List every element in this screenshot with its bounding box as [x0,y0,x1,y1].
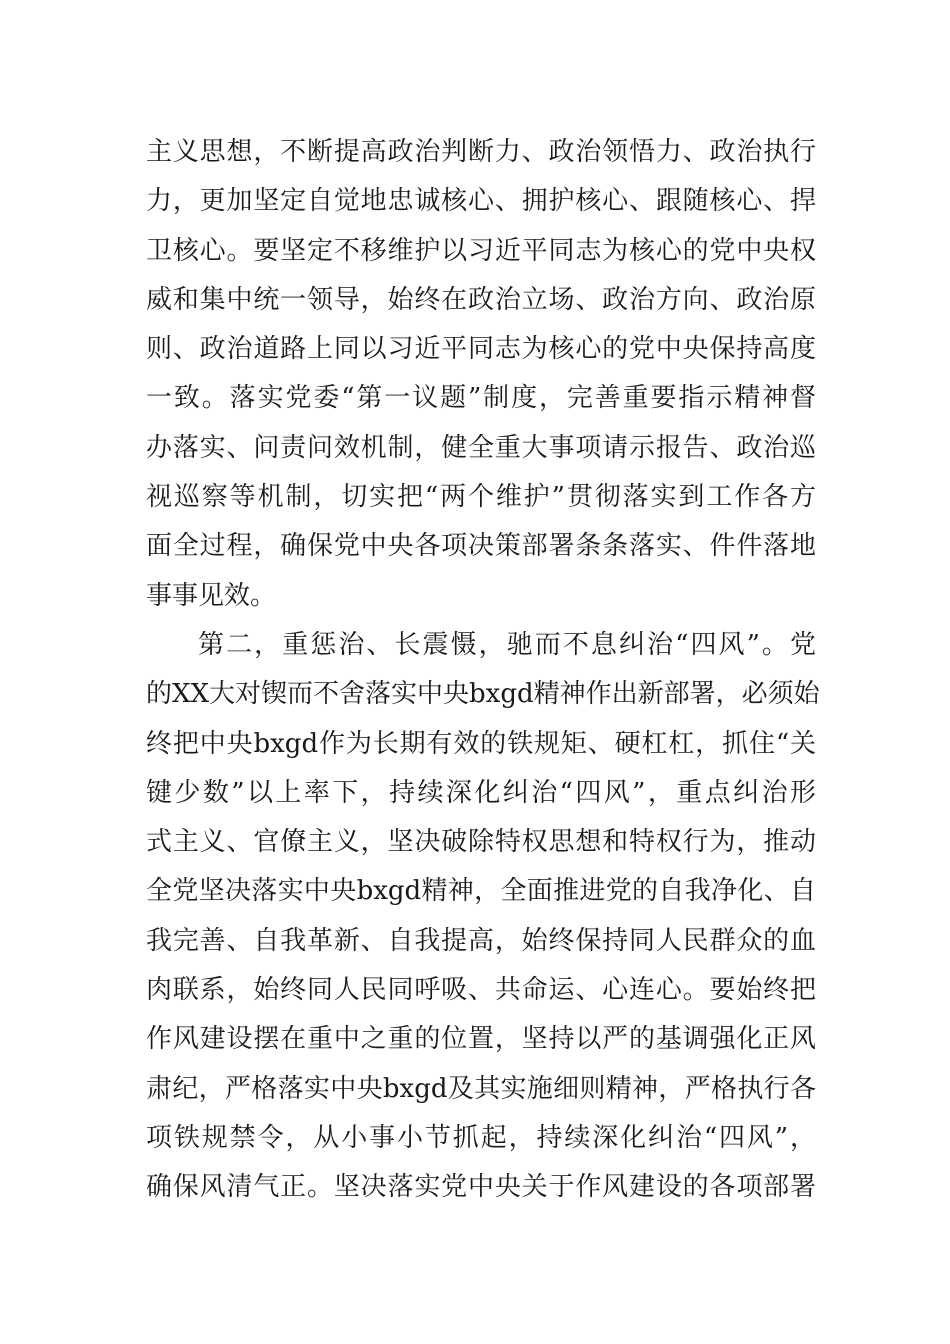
text-line: 则、政治道路上同以习近平同志为核心的党中央保持高度 [146,334,816,365]
text-line: 视巡察等机制，切实把“两个维护”贯彻落实到工作各方 [146,482,816,513]
text-line: 主义思想，不断提高政治判断力、政治领悟力、政治执行 [146,137,816,167]
text-line: 确保风清气正。坚决落实党中央关于作风建设的各项部署 [146,1172,816,1203]
text-line: 式主义、官僚主义，坚决破除特权思想和特权行为，推动 [146,827,816,858]
text-line: 终把中央bxgd作为长期有效的铁规矩、硬杠杠，抓住“关 [146,728,816,759]
text-line: 项铁规禁令，从小事小节抓起，持续深化纠治“四风”， [146,1122,816,1153]
paragraph-first-line: 第二，重惩治、长震慑，驰而不息纠治“四风”。党 [198,629,816,660]
text-line: 作风建设摆在重中之重的位置，坚持以严的基调强化正风 [146,1024,816,1055]
text-line: 办落实、问责问效机制，健全重大事项请示报告、政治巡 [146,432,816,463]
text-line: 肉联系，始终同人民同呼吸、共命运、心连心。要始终把 [146,975,816,1006]
text-line: 威和集中统一领导，始终在政治立场、政治方向、政治原 [146,284,816,315]
text-line: 事事见效。 [146,580,277,611]
text-line: 肃纪，严格落实中央bxgd及其实施细则精神，严格执行各 [146,1073,816,1104]
text-line: 一致。落实党委“第一议题”制度，完善重要指示精神督 [146,383,816,414]
text-line: 面全过程，确保党中央各项决策部署条条落实、件件落地 [146,531,816,562]
text-line: 键少数”以上率下，持续深化纠治“四风”，重点纠治形 [146,777,816,808]
text-line: 全党坚决落实中央bxgd精神，全面推进党的自我净化、自 [146,876,816,907]
text-line: 卫核心。要坚定不移维护以习近平同志为核心的党中央权 [146,235,816,266]
text-line: 力，更加坚定自觉地忠诚核心、拥护核心、跟随核心、捍 [146,186,816,217]
body-text [146,128,820,1213]
text-line: 的XX大对锲而不舍落实中央bxgd精神作出新部署，必须始 [146,679,820,710]
text-line: 我完善、自我革新、自我提高，始终保持同人民群众的血 [146,925,816,956]
